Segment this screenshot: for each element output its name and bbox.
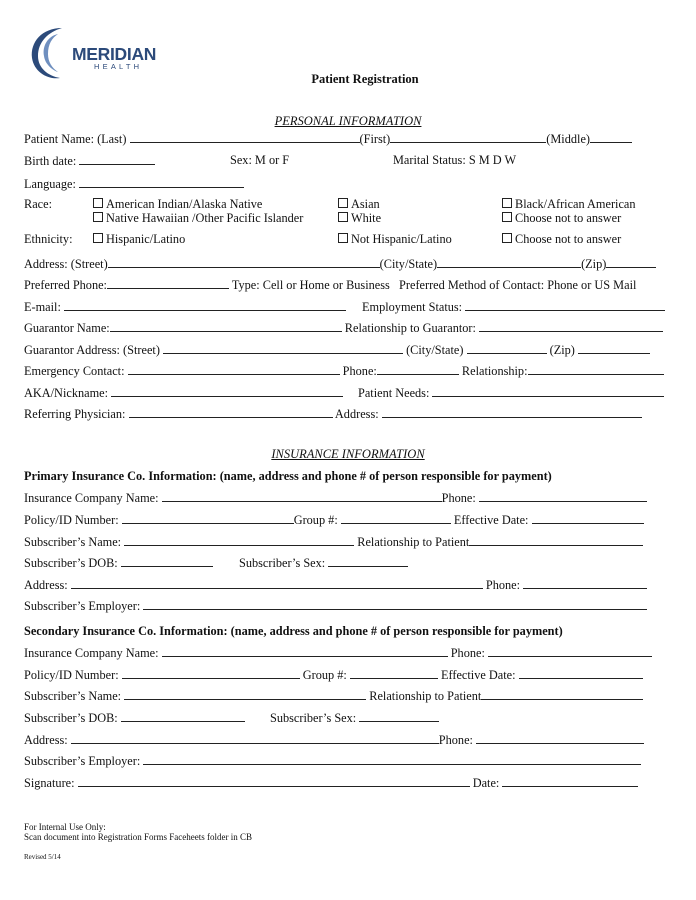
guarantor-city-label: (City/State) — [406, 343, 464, 357]
relationship-guarantor-field[interactable] — [479, 320, 663, 332]
employment-status — [362, 299, 665, 315]
email-row — [24, 299, 346, 315]
secondary-sex-label: Subscriber’s Sex: — [270, 711, 357, 725]
patient-name-label: Patient Name: (Last) — [24, 132, 127, 146]
referring-row — [24, 406, 642, 422]
primary-employer-field[interactable] — [143, 598, 647, 610]
emergency-relationship-label: Relationship: — [461, 364, 528, 378]
guarantor-zip-label: (Zip) — [549, 343, 575, 357]
primary-employer-row — [24, 598, 647, 614]
language-label: Language: — [24, 177, 76, 191]
primary-address-field[interactable] — [71, 577, 483, 589]
secondary-subscriber-row — [24, 688, 643, 704]
primary-phone-label: Phone: — [441, 491, 476, 505]
ethnicity-option-not-hispanic[interactable]: Not Hispanic/Latino — [338, 232, 452, 247]
primary-address-label: Address: — [24, 578, 68, 592]
primary-insurance-heading: Primary Insurance Co. Information: (name, address and phone # of person responsible for payment) — [24, 469, 552, 483]
primary-employer-label: Subscriber’s Employer: — [24, 599, 141, 613]
checkbox-icon — [502, 212, 512, 222]
language-row — [24, 176, 244, 192]
guarantor-address-label: Guarantor Address: (Street) — [24, 343, 160, 357]
primary-company-field[interactable] — [162, 490, 442, 502]
secondary-address-row — [24, 732, 644, 748]
secondary-address-phone-label: Phone: — [438, 733, 473, 747]
guarantor-street-field[interactable] — [163, 342, 403, 354]
primary-address-row — [24, 577, 647, 593]
primary-subscriber-row — [24, 534, 643, 550]
checkbox-icon — [502, 233, 512, 243]
language-field[interactable] — [79, 176, 244, 188]
signature-field[interactable] — [78, 775, 470, 787]
patient-needs-field[interactable] — [432, 385, 664, 397]
emergency-relationship-field[interactable] — [528, 363, 664, 375]
primary-sex-field[interactable] — [328, 555, 408, 567]
primary-phone-field[interactable] — [479, 490, 647, 502]
secondary-sex — [270, 710, 439, 726]
secondary-effective-field[interactable] — [519, 667, 643, 679]
zip-field[interactable] — [606, 256, 656, 268]
secondary-subscriber-field[interactable] — [124, 688, 366, 700]
primary-address-phone-field[interactable] — [523, 577, 647, 589]
address-label: Address: (Street) — [24, 257, 108, 271]
emergency-row — [24, 363, 664, 379]
primary-relationship-field[interactable] — [469, 534, 643, 546]
primary-sex-label: Subscriber’s Sex: — [239, 556, 326, 570]
checkbox-icon — [338, 198, 348, 208]
primary-subscriber-field[interactable] — [124, 534, 354, 546]
checkbox-icon — [338, 212, 348, 222]
secondary-phone-field[interactable] — [488, 645, 652, 657]
secondary-company-field[interactable] — [162, 645, 448, 657]
patient-name-row — [24, 131, 632, 147]
birth-date-field[interactable] — [79, 153, 155, 165]
secondary-address-phone-field[interactable] — [476, 732, 644, 744]
zip-label: (Zip) — [581, 257, 607, 271]
primary-effective-field[interactable] — [532, 512, 644, 524]
first-label: (First) — [359, 132, 391, 146]
referring-field[interactable] — [129, 406, 333, 418]
primary-subscriber-label: Subscriber’s Name: — [24, 535, 122, 549]
secondary-group-label: Group #: — [302, 668, 347, 682]
secondary-relationship-label: Relationship to Patient — [369, 689, 482, 703]
aka-field[interactable] — [111, 385, 343, 397]
guarantor-name-label: Guarantor Name: — [24, 321, 110, 335]
secondary-address-label: Address: — [24, 733, 68, 747]
secondary-company-row — [24, 645, 652, 661]
secondary-policy-field[interactable] — [122, 667, 300, 679]
middle-label: (Middle) — [546, 132, 590, 146]
marital-status-label: Marital Status: S M D W — [393, 153, 517, 167]
logo-sub: HEALTH — [94, 62, 143, 71]
last-name-field[interactable] — [130, 131, 360, 143]
ethnicity-option-not-answer[interactable]: Choose not to answer — [502, 232, 621, 247]
signature-label: Signature: — [24, 776, 75, 790]
guarantor-address-row — [24, 342, 650, 358]
sex-label: Sex: M or F — [230, 153, 290, 167]
primary-relationship-label: Relationship to Patient — [357, 535, 470, 549]
secondary-company-label: Insurance Company Name: — [24, 646, 159, 660]
emergency-phone-field[interactable] — [377, 363, 459, 375]
middle-name-field[interactable] — [590, 131, 632, 143]
secondary-effective-label: Effective Date: — [440, 668, 516, 682]
email-field[interactable] — [64, 299, 346, 311]
birth-row — [24, 153, 155, 169]
emergency-field[interactable] — [128, 363, 340, 375]
primary-group-field[interactable] — [341, 512, 451, 524]
aka-row — [24, 385, 343, 401]
checkbox-icon — [93, 198, 103, 208]
primary-policy-row — [24, 512, 644, 528]
primary-sex — [239, 555, 408, 571]
secondary-employer-row — [24, 753, 641, 769]
street-field[interactable] — [108, 256, 380, 268]
emergency-label: Emergency Contact: — [24, 364, 125, 378]
checkbox-icon — [93, 233, 103, 243]
race-option-white[interactable]: White — [338, 211, 381, 226]
primary-dob-field[interactable] — [121, 555, 213, 567]
patient-needs-label: Patient Needs: — [358, 386, 430, 400]
secondary-subscriber-label: Subscriber’s Name: — [24, 689, 122, 703]
patient-needs — [358, 385, 664, 401]
primary-company-row — [24, 490, 647, 506]
preferred-phone-label: Preferred Phone: — [24, 278, 107, 292]
first-name-field[interactable] — [390, 131, 546, 143]
race-option-black[interactable]: Black/African American — [502, 197, 636, 212]
relationship-guarantor-label: Relationship to Guarantor: — [344, 321, 476, 335]
race-label: Race: — [24, 197, 52, 211]
signature-row — [24, 775, 638, 791]
secondary-relationship-field[interactable] — [481, 688, 643, 700]
personal-information-heading: PERSONAL INFORMATION — [274, 114, 422, 128]
primary-address-phone-label: Phone: — [485, 578, 521, 592]
primary-policy-label: Policy/ID Number: — [24, 513, 119, 527]
secondary-employer-label: Subscriber’s Employer: — [24, 754, 141, 768]
primary-group-label: Group #: — [293, 513, 338, 527]
ethnicity-option-hispanic[interactable]: Hispanic/Latino — [93, 232, 185, 247]
phone-type-label: Type: Cell or Home or Business — [231, 278, 390, 292]
emergency-phone-label: Phone: — [342, 364, 377, 378]
secondary-address-field[interactable] — [71, 732, 439, 744]
city-field[interactable] — [437, 256, 581, 268]
referring-address-label: Address: — [334, 407, 379, 421]
secondary-group-field[interactable] — [350, 667, 438, 679]
secondary-phone-label: Phone: — [450, 646, 485, 660]
date-label: Date: — [472, 776, 500, 790]
race-option-asian[interactable]: Asian — [338, 197, 380, 212]
secondary-dob-row — [24, 710, 245, 726]
secondary-policy-label: Policy/ID Number: — [24, 668, 119, 682]
race-option-native-hawaiian[interactable]: Native Hawaiian /Other Pacific Islander — [93, 211, 303, 226]
guarantor-zip-field[interactable] — [578, 342, 650, 354]
checkbox-icon — [93, 212, 103, 222]
secondary-insurance-heading: Secondary Insurance Co. Information: (name, address and phone # of person responsible for payment) — [24, 624, 563, 638]
secondary-employer-field[interactable] — [143, 753, 641, 765]
referring-label: Referring Physician: — [24, 407, 126, 421]
referring-address-field[interactable] — [382, 406, 642, 418]
primary-dob-row — [24, 555, 213, 571]
guarantor-name-field[interactable] — [110, 320, 342, 332]
secondary-dob-label: Subscriber’s DOB: — [24, 711, 118, 725]
page-title: Patient Registration — [311, 72, 419, 86]
scan-note-text: Scan document into Registration Forms Faceheets folder in CB — [24, 832, 252, 842]
preferred-phone-field[interactable] — [107, 277, 229, 289]
secondary-sex-field[interactable] — [359, 710, 439, 722]
logo-word: MERIDIAN — [72, 44, 157, 64]
guarantor-name-row — [24, 320, 663, 336]
employment-field[interactable] — [465, 299, 665, 311]
race-option-not-answer[interactable]: Choose not to answer — [502, 211, 621, 226]
date-field[interactable] — [502, 775, 638, 787]
preferred-phone-row — [24, 277, 636, 293]
insurance-information-heading: INSURANCE INFORMATION — [271, 447, 425, 461]
checkbox-icon — [502, 198, 512, 208]
secondary-policy-row — [24, 667, 643, 683]
primary-effective-label: Effective Date: — [453, 513, 529, 527]
primary-dob-label: Subscriber’s DOB: — [24, 556, 118, 570]
address-row — [24, 256, 656, 272]
guarantor-city-field[interactable] — [467, 342, 547, 354]
birth-date-label: Birth date: — [24, 154, 77, 168]
primary-company-label: Insurance Company Name: — [24, 491, 159, 505]
checkbox-icon — [338, 233, 348, 243]
race-option-american-indian[interactable]: American Indian/Alaska Native — [93, 197, 262, 212]
internal-use-text: For Internal Use Only: — [24, 822, 106, 832]
ethnicity-label: Ethnicity: — [24, 232, 73, 246]
city-label: (City/State) — [379, 257, 438, 271]
employment-label: Employment Status: — [362, 300, 463, 314]
contact-method-label: Preferred Method of Contact: Phone or US Mail — [399, 278, 637, 292]
primary-policy-field[interactable] — [122, 512, 294, 524]
aka-label: AKA/Nickname: — [24, 386, 109, 400]
secondary-dob-field[interactable] — [121, 710, 245, 722]
email-label: E-mail: — [24, 300, 61, 314]
revised-text: Revised 5/14 — [24, 853, 61, 861]
